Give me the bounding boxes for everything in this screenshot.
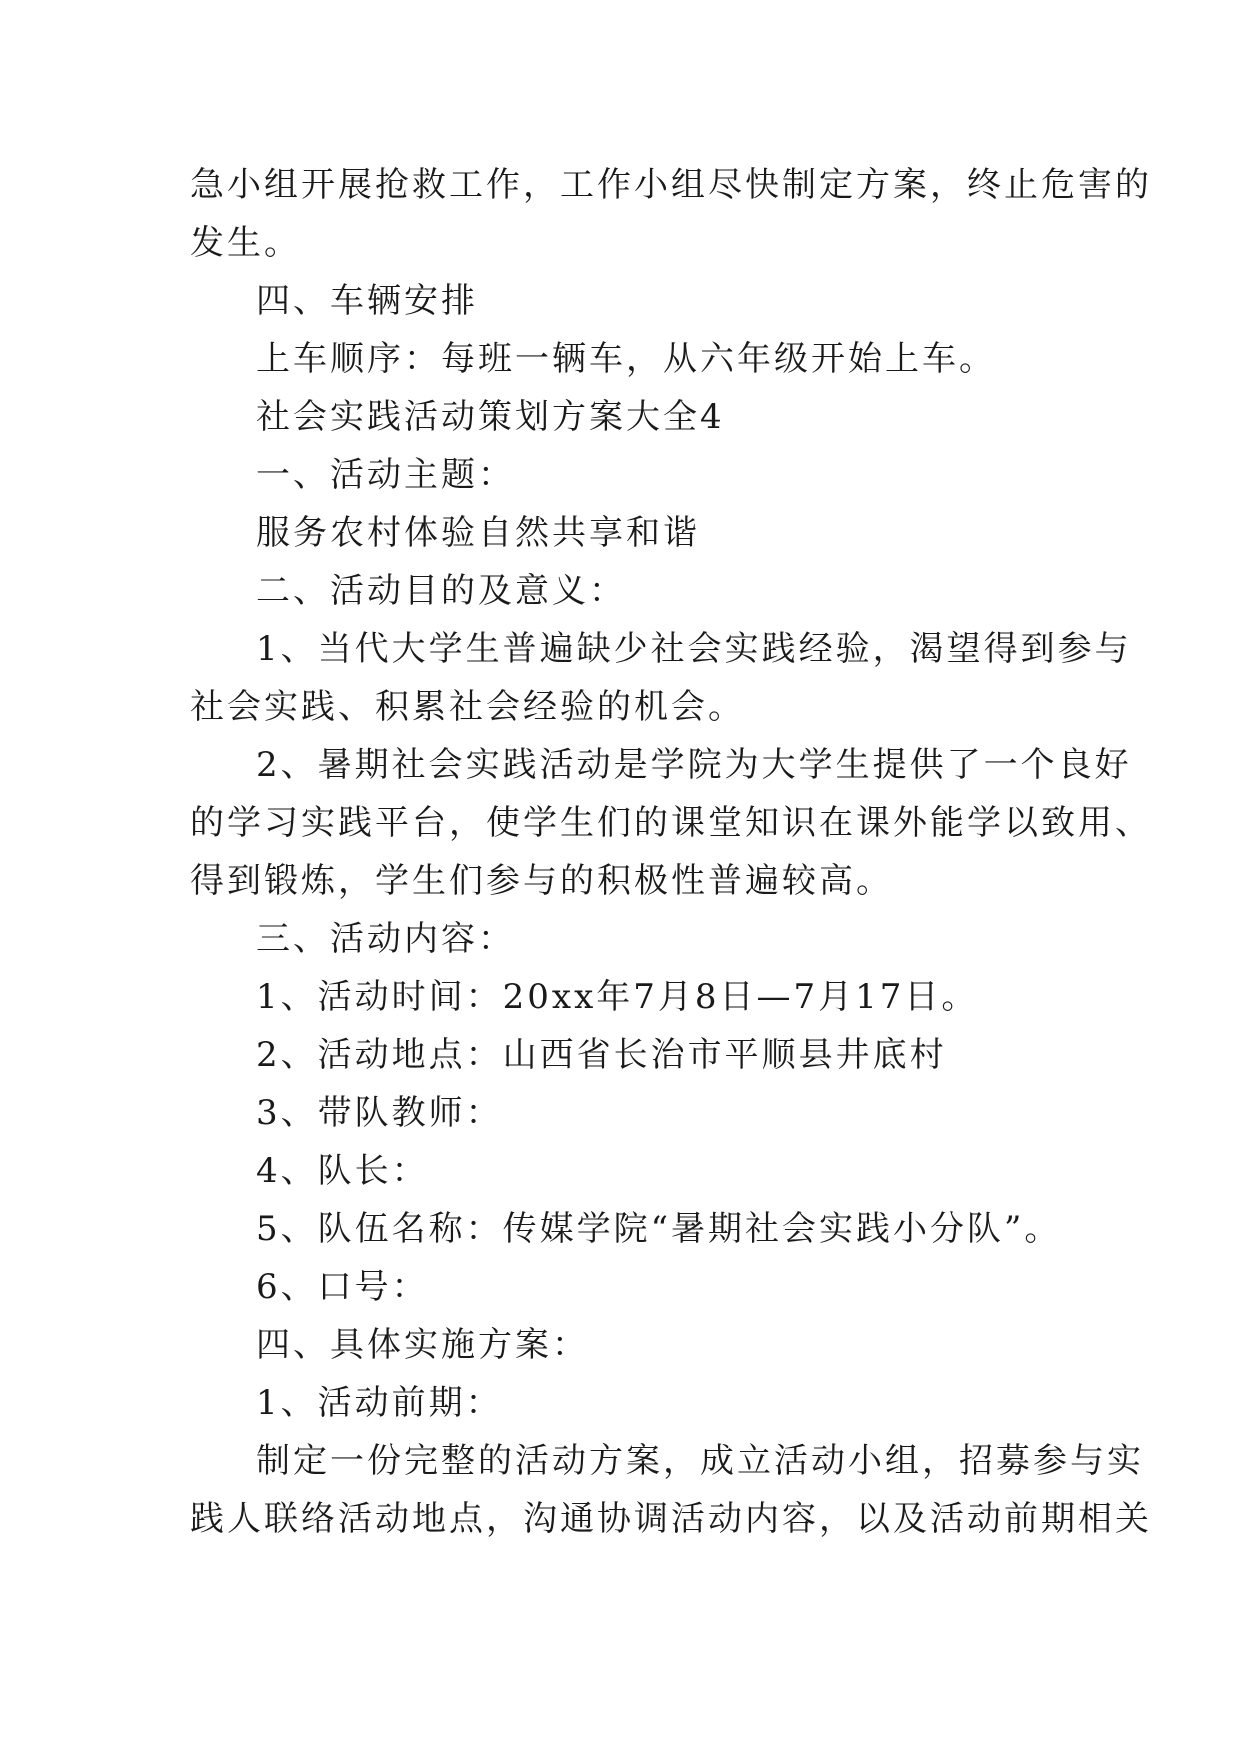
paragraph-line: 6、口号：: [256, 1267, 429, 1307]
paragraph-line: 得到锻炼，学生们参与的积极性普遍较高。: [190, 861, 893, 901]
paragraph-line: 社会实践活动策划方案大全4: [256, 397, 725, 437]
paragraph-line: 四、车辆安排: [256, 281, 478, 321]
paragraph-line: 的学习实践平台，使学生们的课堂知识在课外能学以致用、: [190, 803, 1152, 843]
document-body: [190, 156, 1152, 1548]
paragraph-line: 制定一份完整的活动方案，成立活动小组，招募参与实: [256, 1441, 1144, 1481]
paragraph-line: 一、活动主题：: [256, 455, 515, 495]
paragraph-line: 急小组开展抢救工作，工作小组尽快制定方案，终止危害的: [190, 165, 1152, 205]
paragraph-line: 三、活动内容：: [256, 919, 515, 959]
paragraph-line: 践人联络活动地点，沟通协调活动内容，以及活动前期相关: [190, 1499, 1152, 1539]
paragraph-line: 5、队伍名称：传媒学院“暑期社会实践小分队”。: [256, 1209, 1062, 1249]
paragraph-line: 社会实践、积累社会经验的机会。: [190, 687, 745, 727]
paragraph-line: 4、队长：: [256, 1151, 429, 1191]
paragraph-line: 四、具体实施方案：: [256, 1325, 589, 1365]
paragraph-line: 发生。: [190, 223, 301, 263]
paragraph-line: 上车顺序：每班一辆车，从六年级开始上车。: [256, 339, 996, 379]
paragraph-line: 二、活动目的及意义：: [256, 571, 626, 611]
paragraph-line: 1、活动前期：: [256, 1383, 503, 1423]
paragraph-line: 2、暑期社会实践活动是学院为大学生提供了一个良好: [256, 745, 1132, 785]
paragraph-line: 3、带队教师：: [256, 1093, 503, 1133]
paragraph-line: 1、当代大学生普遍缺少社会实践经验，渴望得到参与: [256, 629, 1132, 669]
paragraph-line: 服务农村体验自然共享和谐: [256, 513, 700, 553]
paragraph-line: 1、活动时间：20xx年7月8日—7月17日。: [256, 977, 979, 1017]
paragraph-line: 2、活动地点：山西省长治市平顺县井底村: [256, 1035, 947, 1075]
